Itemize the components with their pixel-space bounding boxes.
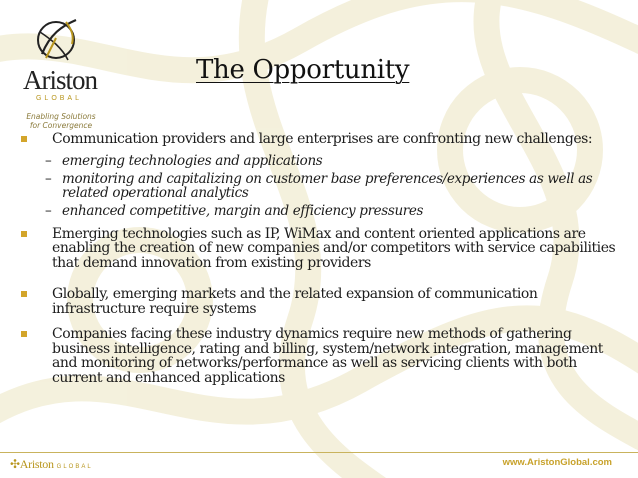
dash-marker: – xyxy=(45,170,52,187)
dash-marker: – xyxy=(45,202,52,219)
bullet-text: Emerging technologies such as IP, WiMax and content oriented applications are enabling the creation of new companies and/or competitors with service capabilities that demand innovation from existing providers xyxy=(52,225,616,271)
bullet-text: Companies facing these industry dynamics require new methods of gathering business intelligence, rating and billing, system/network integration, management and monitoring of networks/performance as well as servicing clients with both current and enhanced applications xyxy=(52,326,603,386)
bullet-item xyxy=(18,327,618,385)
sub-bullet-item xyxy=(18,172,618,200)
logo-tagline xyxy=(6,112,116,130)
footer-divider xyxy=(0,452,638,453)
sub-bullet-text: enhanced competitive, margin and efficiency pressures xyxy=(62,202,424,219)
footer-globe-icon: ✣ xyxy=(10,457,20,471)
footer-logo xyxy=(10,457,93,472)
sub-bullet-item xyxy=(18,154,618,168)
logo-name: Ariston xyxy=(23,65,97,95)
tagline-line2: for Convergence xyxy=(29,121,93,130)
footer-logo-sub: GLOBAL xyxy=(56,464,93,470)
sub-bullet-text: emerging technologies and applications xyxy=(62,152,323,169)
sub-bullet-text: monitoring and capitalizing on customer base preferences/experiences as well as related operational analytics xyxy=(62,170,593,201)
ariston-logo xyxy=(6,14,110,130)
slide-content xyxy=(18,132,618,385)
sub-bullet-item xyxy=(18,204,618,218)
tagline-line1: Enabling Solutions xyxy=(26,112,96,121)
bullet-item xyxy=(18,227,618,271)
bullet-item xyxy=(18,287,618,316)
footer-logo-name: Ariston xyxy=(19,457,54,471)
bullet-text: Communication providers and large enterprises are confronting new challenges: xyxy=(52,131,593,147)
slide-title: The Opportunity xyxy=(196,55,410,85)
bullet-marker xyxy=(21,231,27,237)
dash-marker: – xyxy=(45,152,52,169)
logo-global: GLOBAL xyxy=(35,95,82,102)
globe-swirl-icon xyxy=(32,14,84,68)
bullet-marker xyxy=(21,136,27,142)
bullet-marker xyxy=(21,291,27,297)
bullet-marker xyxy=(21,331,27,337)
bullet-text: Globally, emerging markets and the related expansion of communication infrastructure require systems xyxy=(52,286,538,317)
footer-url-link[interactable]: www.AristonGlobal.com xyxy=(502,457,612,468)
bullet-item xyxy=(18,132,618,147)
